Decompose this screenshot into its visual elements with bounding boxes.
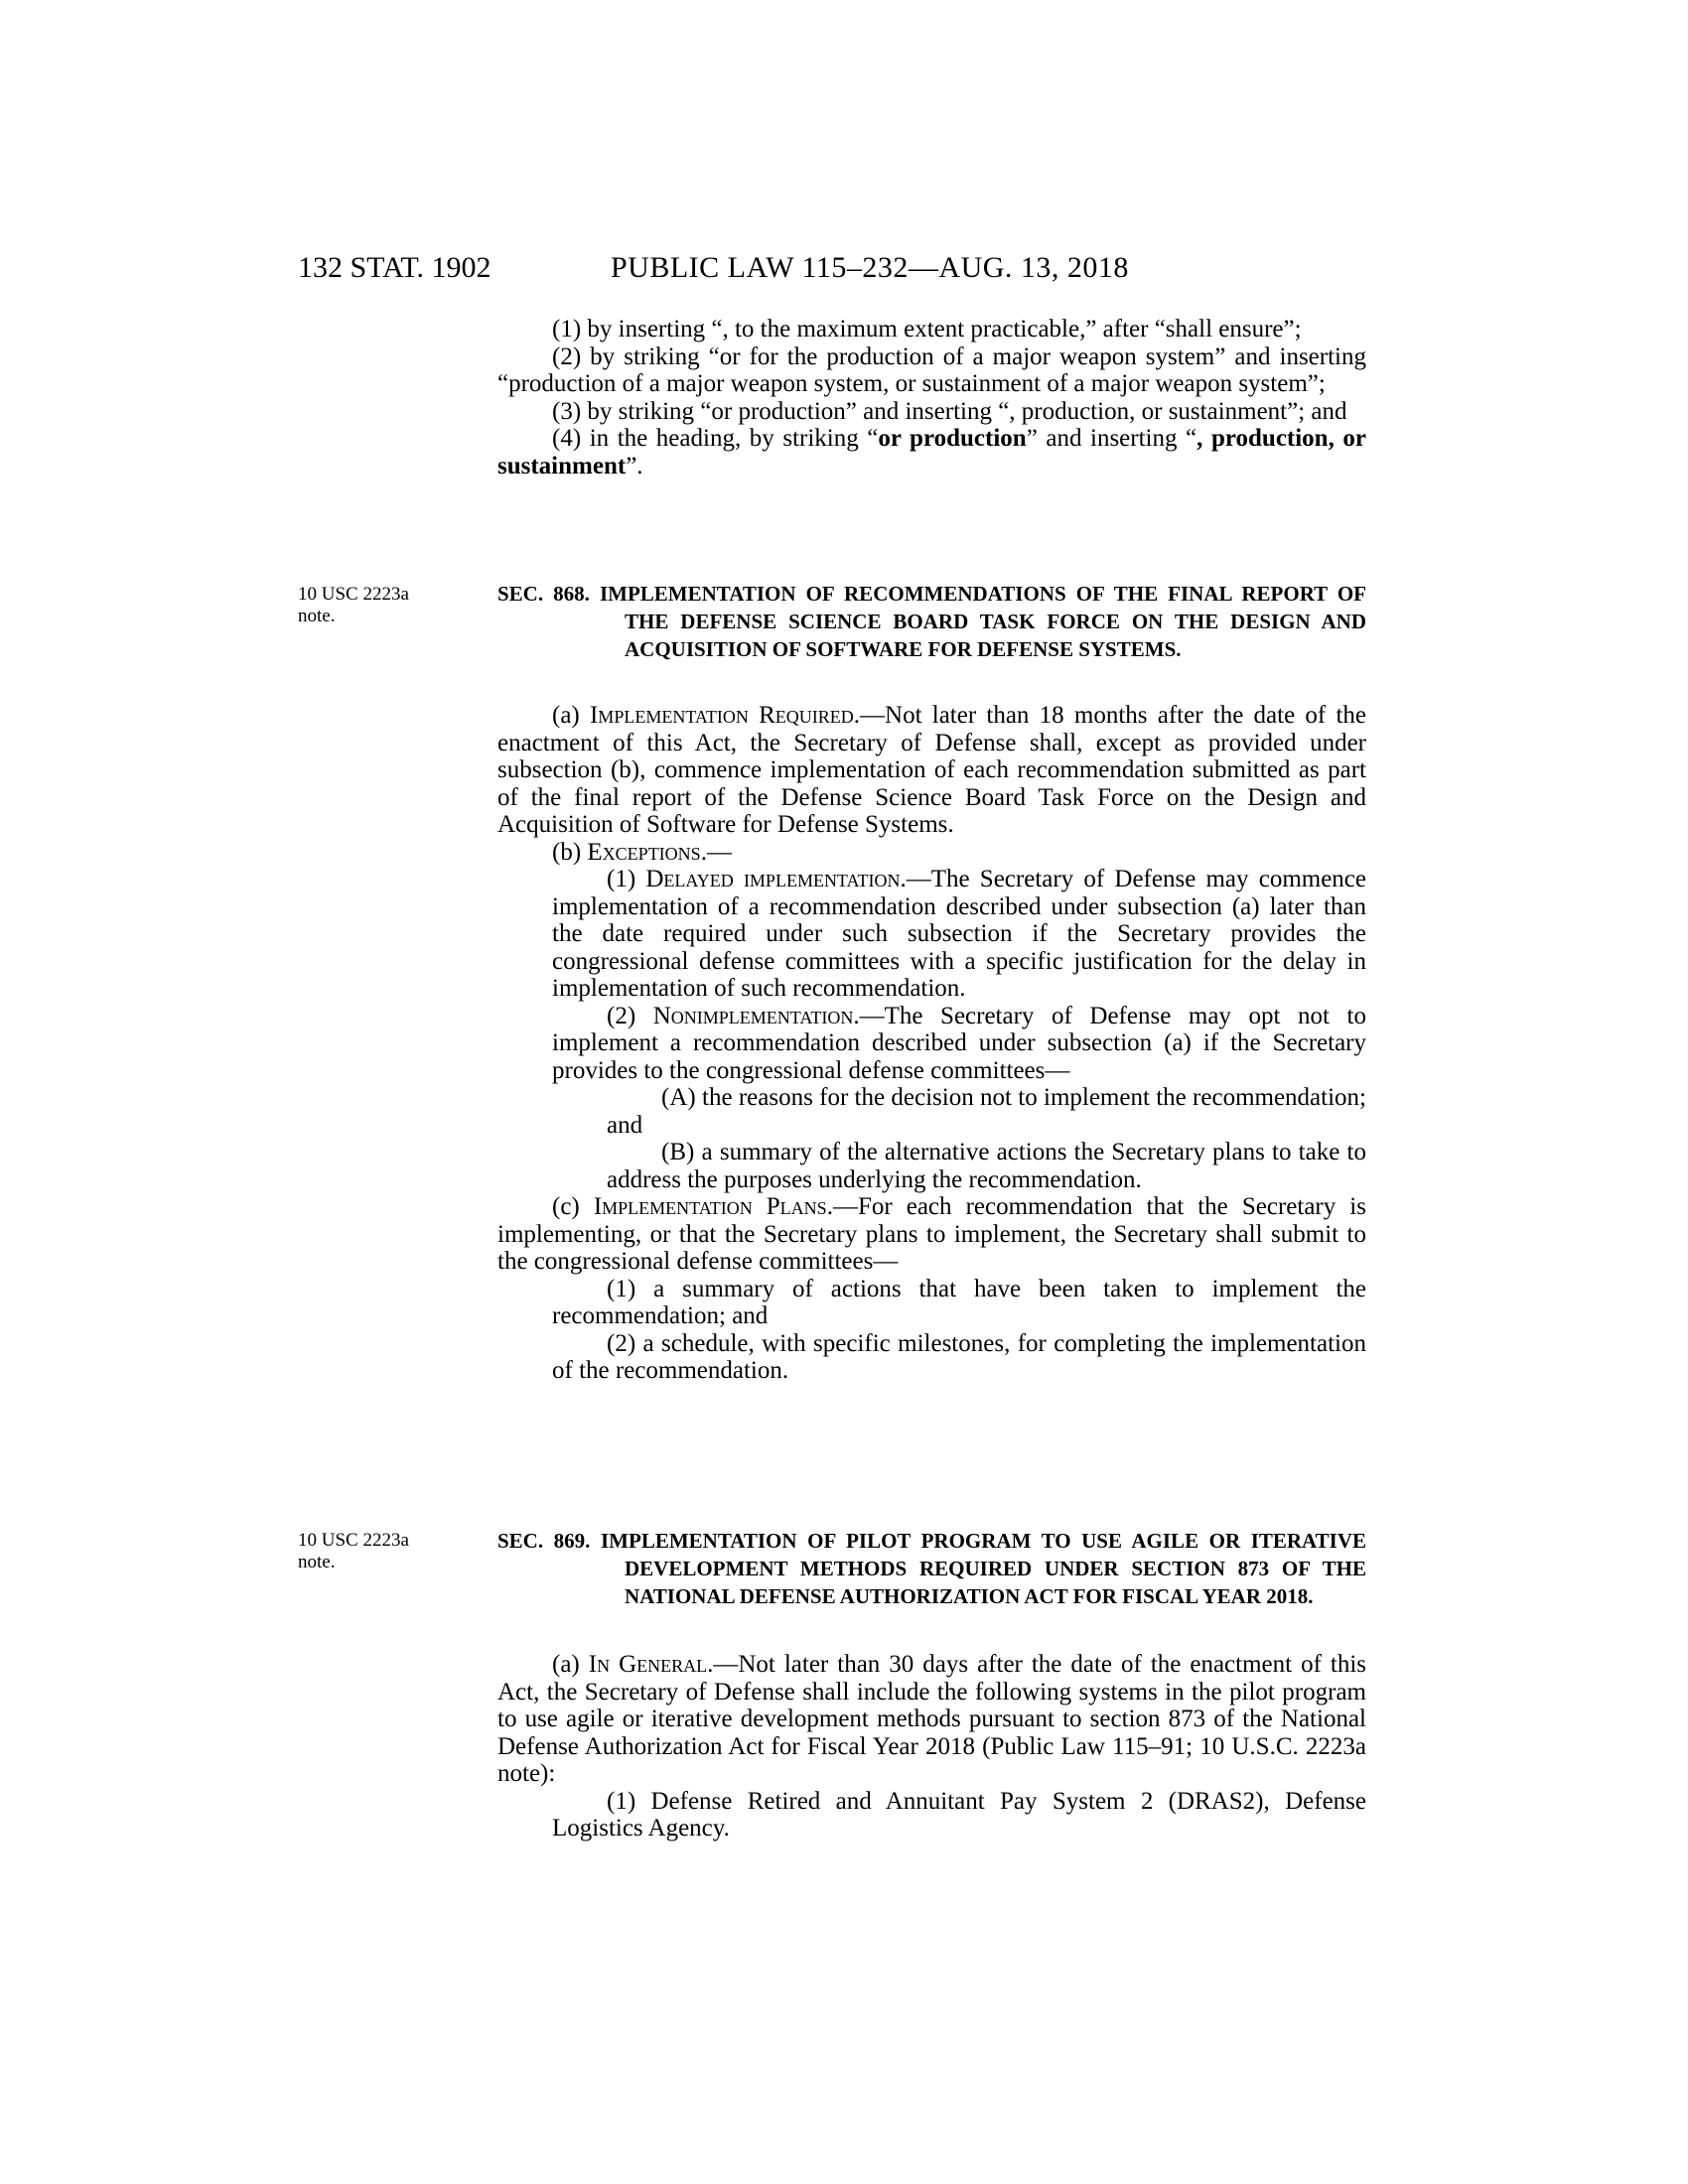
subsection-caption: In General (588, 1651, 708, 1678)
sec869-body (497, 1651, 1366, 1843)
sec868-subsection-a: (a) Implementation Required.—Not later than 18 months after the date of the enactment of this Act, the Secretary of Defense shall, except as provided under subsection (b), commence implementation of each recommendation submitted as part of the final report of the Defense Science Board Task Force on the Design and Acquisition of Software for Defense Systems. (497, 702, 1366, 838)
amendment-1: (1) by inserting “, to the maximum extent practicable,” after “shall ensure”; (552, 316, 1302, 342)
paragraph-caption: Delayed implementation (645, 866, 901, 892)
bold-struck-text: or production (878, 425, 1027, 452)
sec868-subsection-b: (b) Exceptions.— (552, 838, 732, 866)
sec868-body (497, 702, 1366, 1385)
sec868-paragraph-b1: (1) Delayed implementation.—The Secretary of Defense may commence implementation of a recommendation described under subsection (a) later than the date required under such subsection if the Secretary provides the congressional defense committees with a specific justification for the delay in implementation of such recommendation. (552, 866, 1366, 1002)
sec868-margin-note: 10 USC 2223a note. (298, 584, 409, 626)
sec868-subparagraph-b2A: (A) the reasons for the decision not to implement the recommendation; and (607, 1084, 1366, 1139)
sec869-paragraph-a1: (1) Defense Retired and Annuitant Pay System 2 (DRAS2), Defense Logistics Agency. (552, 1787, 1366, 1842)
subsection-caption: Implementation Plans (593, 1193, 827, 1220)
subsection-caption: Implementation Required (589, 702, 854, 729)
stat-reference: 132 STAT. 1902 (298, 251, 492, 284)
sec868-subsection-c: (c) Implementation Plans.—For each recommendation that the Secretary is implementing, or that the Secretary plans to implement, the Secretary shall submit to the congressional defense committees— (497, 1193, 1366, 1275)
sec868-title: IMPLEMENTATION OF RECOMMENDATIONS OF THE FINAL REPORT OF THE DEFENSE SCIENCE BOARD TASK FORCE ON THE DESIGN AND ACQUISITION OF SOFTWARE FOR DEFENSE SYSTEMS. (599, 582, 1366, 661)
law-title: PUBLIC LAW 115–232—AUG. 13, 2018 (611, 251, 1129, 284)
amendment-4: (4) in the heading, by striking “or production” and inserting “, production, or sustainment”. (497, 425, 1366, 479)
sec869-title: IMPLEMENTATION OF PILOT PROGRAM TO USE AGILE OR ITERATIVE DEVELOPMENT METHODS REQUIRED UNDER SECTION 873 OF THE NATIONAL DEFENSE AUTHORIZATION ACT FOR FISCAL YEAR 2018. (601, 1529, 1367, 1608)
sec869-heading (497, 1527, 1366, 1610)
amendment-2: (2) by striking “or for the production of a major weapon system” and inserting “production of a major weapon system, or sustainment of a major weapon system”; (497, 342, 1366, 397)
paragraph-caption: Nonimplementation (652, 1002, 854, 1029)
top-amendments (497, 316, 1366, 479)
sec868-subparagraph-b2B: (B) a summary of the alternative actions the Secretary plans to take to address the purposes underlying the recommendation. (607, 1139, 1366, 1193)
sec868-paragraph-c1: (1) a summary of actions that have been taken to implement the recommendation; and (552, 1275, 1366, 1329)
sec869-margin-note: 10 USC 2223a note. (298, 1530, 409, 1572)
sec869-subsection-a: (a) In General.—Not later than 30 days after the date of the enactment of this Act, the Secretary of Defense shall include the following systems in the pilot program to use agile or iterative development methods pursuant to section 873 of the National Defense Authorization Act for Fiscal Year 2018 (Public Law 115–91; 10 U.S.C. 2223a note): (497, 1651, 1367, 1787)
sec869-number: SEC. 869. (497, 1529, 591, 1553)
bold-inserted-text: , production, or sustainment (497, 425, 1366, 479)
sec868-heading (497, 580, 1366, 663)
sec868-paragraph-c2: (2) a schedule, with specific milestones, for completing the implementation of the recommendation. (552, 1329, 1366, 1384)
subsection-caption: Exceptions (587, 838, 701, 866)
page-header (298, 248, 1470, 288)
sec868-number: SEC. 868. (497, 582, 590, 606)
amendment-3: (3) by striking “or production” and inserting “, production, or sustainment”; and (552, 397, 1347, 425)
sec868-paragraph-b2: (2) Nonimplementation.—The Secretary of Defense may opt not to implement a recommendation described under subsection (a) if the Secretary provides to the congressional defense committees— (552, 1002, 1366, 1084)
